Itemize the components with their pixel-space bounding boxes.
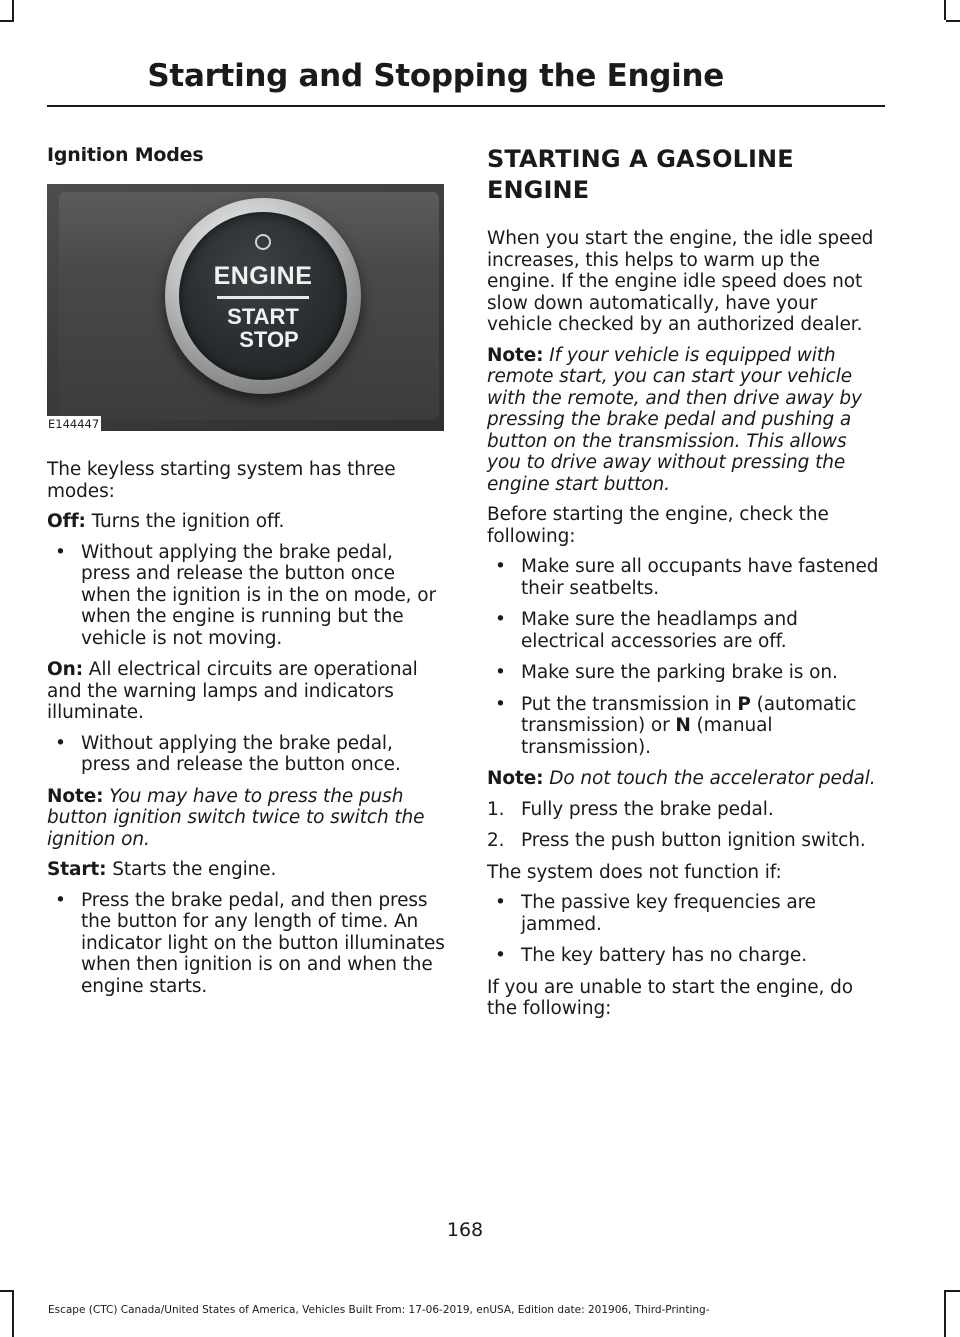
checklist-intro: Before starting the engine, check the following: <box>487 504 829 547</box>
note-label: Note: <box>487 344 544 366</box>
bullet-icon: • <box>55 889 66 911</box>
section-heading <box>487 144 882 206</box>
crop-mark <box>0 1290 14 1292</box>
note-text: You may have to press the push button ignition switch twice to switch the ignition on. <box>47 785 425 850</box>
neutral-letter: N <box>675 715 691 736</box>
bullet-icon: • <box>495 609 506 630</box>
bullet-icon: • <box>495 945 506 966</box>
page-number: 168 <box>446 1219 484 1241</box>
crop-mark <box>12 1290 14 1337</box>
check-item: Make sure the headlamps and electrical accessories are off. <box>521 609 798 652</box>
list-item <box>487 609 882 652</box>
transmission-mid: (automatic transmission) or <box>521 693 857 736</box>
crop-mark <box>944 0 946 20</box>
note-label: Note: <box>47 785 104 807</box>
bullet-icon: • <box>495 693 506 715</box>
check-item: Make sure the parking brake is on. <box>521 662 838 683</box>
not-function-item: The key battery has no charge. <box>521 945 807 966</box>
crop-mark <box>946 20 960 22</box>
ignition-modes-heading: Ignition Modes <box>47 144 204 166</box>
check-item: Make sure all occupants have fastened their seatbelts. <box>521 556 879 599</box>
on-text: All electrical circuits are operational and the warning lamps and indicators illuminate. <box>47 659 418 723</box>
transmission-pre: Put the transmission in <box>521 693 738 715</box>
step-number: 1. <box>487 798 505 820</box>
intro-paragraph: When you start the engine, the idle speed increases, this helps to warm up the engine. If the engine idle speed does not slow down automatically, have your vehicle checked by an authorized dealer. <box>487 228 874 335</box>
transmission-post: (manual transmission). <box>521 715 773 758</box>
unable-paragraph: If you are unable to start the engine, do the following: <box>487 976 853 1019</box>
numbered-step <box>487 799 882 821</box>
list-item <box>487 662 882 684</box>
section-heading-line1: STARTING A GASOLINE <box>487 145 794 173</box>
bullet-icon: • <box>55 541 66 563</box>
intro-paragraph: The keyless starting system has three modes: <box>47 459 396 502</box>
step-text: Fully press the brake pedal. <box>521 798 774 820</box>
indicator-light-icon <box>255 234 271 250</box>
on-term: On: <box>47 659 83 680</box>
bullet-icon: • <box>55 732 66 754</box>
right-column <box>487 144 882 1029</box>
note-text: Do not touch the accelerator pedal. <box>543 768 876 789</box>
note <box>487 345 882 496</box>
bullet-icon: • <box>495 662 506 683</box>
park-letter: P <box>737 693 751 715</box>
push-button-bezel <box>165 198 361 394</box>
list-item <box>47 542 447 650</box>
step-text: Press the push button ignition switch. <box>521 830 866 851</box>
list-item <box>487 892 882 935</box>
start-term: Start: <box>47 859 107 880</box>
numbered-step <box>487 830 882 852</box>
list-item <box>487 694 882 759</box>
list-item <box>487 945 882 967</box>
off-mode <box>47 511 447 533</box>
list-item <box>487 556 882 599</box>
note <box>47 786 447 851</box>
note <box>487 768 882 790</box>
button-label-stop: STOP <box>239 327 299 352</box>
step-number: 2. <box>487 830 505 851</box>
header-divider <box>47 105 885 107</box>
off-term: Off: <box>47 511 86 532</box>
start-mode <box>47 859 447 881</box>
bullet-icon: • <box>495 556 506 577</box>
button-label-start: START <box>227 304 299 329</box>
crop-mark <box>944 1290 946 1337</box>
on-bullet: Without applying the brake pedal, press and release the button once. <box>81 732 401 775</box>
crop-mark <box>946 1290 960 1292</box>
button-label-engine: ENGINE <box>213 262 313 290</box>
bullet-icon: • <box>495 892 506 913</box>
off-bullet: Without applying the brake pedal, press and release the button once when the ignition is in the on mode, or when the engine is running but the vehicle is not moving. <box>81 541 436 649</box>
page-title: Starting and Stopping the Engine <box>147 58 724 94</box>
list-item <box>47 733 447 776</box>
ignition-button-figure <box>47 184 444 431</box>
start-text: Starts the engine. <box>106 859 277 880</box>
start-bullet: Press the brake pedal, and then press the button for any length of time. An indicator light on the button illuminates when then ignition is on and when the engine starts. <box>81 889 445 997</box>
crop-mark <box>0 20 14 22</box>
on-mode <box>47 659 447 724</box>
not-function-item: The passive key frequencies are jammed. <box>521 892 816 935</box>
figure-id: E144447 <box>48 417 100 431</box>
not-function-intro: The system does not function if: <box>487 861 782 883</box>
transmission-item <box>521 694 882 759</box>
note-label: Note: <box>487 768 544 789</box>
off-text: Turns the ignition off. <box>85 511 285 532</box>
button-label-divider <box>217 296 309 299</box>
left-column <box>47 144 447 1007</box>
note-text: If your vehicle is equipped with remote start, you can start your vehicle with the remote, and then drive away by pressing the brake pedal and pushing a button on the transmission. This allows you to drive away without pressing the engine start button. <box>487 344 862 495</box>
crop-mark <box>12 0 14 20</box>
footer-meta: Escape (CTC) Canada/United States of America, Vehicles Built From: 17-06-2019, enUSA, Edition date: 201906, Third-Printing- <box>48 1304 710 1316</box>
list-item <box>47 890 447 998</box>
section-heading-line2: ENGINE <box>487 176 590 204</box>
push-button-face <box>179 212 347 380</box>
